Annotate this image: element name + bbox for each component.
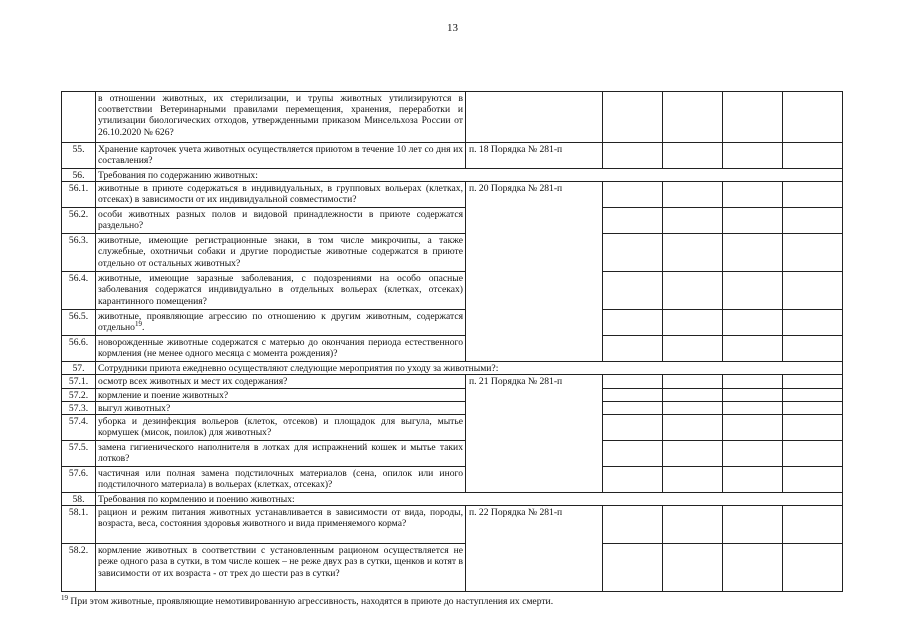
answer-cell[interactable] bbox=[663, 143, 723, 169]
answer-cell[interactable] bbox=[723, 143, 783, 169]
item-number: 57. bbox=[62, 362, 96, 375]
table-row bbox=[62, 467, 843, 493]
table-row bbox=[62, 143, 843, 169]
question-text: рацион и режим питания животных устанавливается в зависимости от вида, породы, возраста, веса, состояния здоровья животного и вида применяемого корма? bbox=[98, 507, 463, 530]
question-text: частичная или полная замена подстилочных материалов (сена, опилок или иного подстилочного материала) в вольерах (клетках, отсеках)? bbox=[98, 468, 463, 491]
question-cell bbox=[96, 234, 466, 272]
answer-cell[interactable] bbox=[723, 336, 783, 362]
question-text: животные, проявляющие агрессию по отношению к другим животным, содержатся отдельно bbox=[98, 311, 463, 334]
answer-cell[interactable] bbox=[783, 388, 843, 401]
question-text: особи животных разных полов и видовой принадлежности в приюте содержатся раздельно? bbox=[98, 209, 463, 232]
answer-cell[interactable] bbox=[603, 388, 663, 401]
answer-cell[interactable] bbox=[663, 467, 723, 493]
table-row bbox=[62, 375, 843, 388]
legal-reference: п. 18 Порядка № 281-п bbox=[466, 143, 603, 169]
question-cell bbox=[96, 375, 466, 388]
item-number: 57.5. bbox=[62, 441, 96, 467]
answer-cell[interactable] bbox=[603, 467, 663, 493]
item-number: 58.1. bbox=[62, 506, 96, 544]
page-number: 13 bbox=[447, 22, 458, 34]
question-text: животные, имеющие регистрационные знаки, в том числе микрочипы, а также служебные, охотничьи собаки и другие породистые животные содержатся в приюте отдельно от остальных животных? bbox=[98, 235, 463, 269]
answer-cell[interactable] bbox=[783, 92, 843, 143]
checklist-table bbox=[61, 91, 843, 592]
table-row bbox=[62, 92, 843, 143]
question-cell bbox=[96, 208, 466, 234]
table-row bbox=[62, 182, 843, 208]
answer-cell[interactable] bbox=[723, 467, 783, 493]
answer-cell[interactable] bbox=[663, 375, 723, 388]
question-text: кормление животных в соответствии с установленным рационом осуществляется не реже одного раза в сутки, в том числе кошек – не реже двух раз в сутки, щенков и котят в зависимости от их возраста - от трех до шести раз в сутки? bbox=[98, 545, 463, 579]
item-number: 56.3. bbox=[62, 234, 96, 272]
table-row bbox=[62, 441, 843, 467]
answer-cell[interactable] bbox=[603, 544, 663, 592]
item-number: 58. bbox=[62, 493, 96, 506]
answer-cell[interactable] bbox=[723, 234, 783, 272]
question-text: замена гигиенического наполнителя в лотках для испражнений кошек и мытье таких лотков? bbox=[98, 442, 463, 465]
answer-cell[interactable] bbox=[663, 234, 723, 272]
answer-cell[interactable] bbox=[783, 310, 843, 336]
legal-reference bbox=[466, 92, 603, 143]
item-number: 56.5. bbox=[62, 310, 96, 336]
table-row bbox=[62, 544, 843, 592]
answer-cell[interactable] bbox=[603, 208, 663, 234]
answer-cell[interactable] bbox=[723, 506, 783, 544]
item-number bbox=[62, 92, 96, 143]
answer-cell[interactable] bbox=[723, 375, 783, 388]
table-row bbox=[62, 310, 843, 336]
answer-cell[interactable] bbox=[783, 272, 843, 310]
answer-cell[interactable] bbox=[603, 143, 663, 169]
answer-cell[interactable] bbox=[663, 182, 723, 208]
answer-cell[interactable] bbox=[663, 272, 723, 310]
answer-cell[interactable] bbox=[603, 441, 663, 467]
answer-cell[interactable] bbox=[603, 234, 663, 272]
footnote-reference: 19 bbox=[134, 320, 142, 329]
item-number: 56.1. bbox=[62, 182, 96, 208]
answer-cell[interactable] bbox=[663, 336, 723, 362]
answer-cell[interactable] bbox=[603, 375, 663, 388]
item-number: 55. bbox=[62, 143, 96, 169]
table-row bbox=[62, 272, 843, 310]
answer-cell[interactable] bbox=[603, 310, 663, 336]
answer-cell[interactable] bbox=[783, 401, 843, 414]
answer-cell[interactable] bbox=[663, 415, 723, 441]
item-number: 56.2. bbox=[62, 208, 96, 234]
footnote-marker: 19 bbox=[61, 593, 68, 602]
answer-cell[interactable] bbox=[663, 441, 723, 467]
section-title: Требования по кормлению и поению животных: bbox=[96, 493, 843, 506]
question-cell bbox=[96, 143, 466, 169]
footnote bbox=[61, 593, 554, 607]
answer-cell[interactable] bbox=[603, 415, 663, 441]
question-cell bbox=[96, 272, 466, 310]
question-text: кормление и поение животных? bbox=[98, 389, 229, 401]
section-title: Требования по содержанию животных: bbox=[96, 169, 843, 182]
section-row bbox=[62, 362, 843, 375]
question-cell bbox=[96, 336, 466, 362]
answer-cell[interactable] bbox=[663, 401, 723, 414]
item-number: 57.6. bbox=[62, 467, 96, 493]
answer-cell[interactable] bbox=[783, 415, 843, 441]
answer-cell[interactable] bbox=[783, 234, 843, 272]
table-row bbox=[62, 388, 843, 401]
footnote-divider bbox=[61, 591, 221, 592]
answer-cell[interactable] bbox=[663, 310, 723, 336]
question-cell bbox=[96, 506, 466, 544]
answer-cell[interactable] bbox=[723, 401, 783, 414]
section-row bbox=[62, 169, 843, 182]
answer-cell[interactable] bbox=[783, 182, 843, 208]
answer-cell[interactable] bbox=[783, 143, 843, 169]
answer-cell[interactable] bbox=[723, 92, 783, 143]
answer-cell[interactable] bbox=[723, 415, 783, 441]
table-row bbox=[62, 415, 843, 441]
answer-cell[interactable] bbox=[783, 336, 843, 362]
answer-cell[interactable] bbox=[603, 272, 663, 310]
question-cell bbox=[96, 92, 466, 143]
answer-cell[interactable] bbox=[603, 182, 663, 208]
answer-cell[interactable] bbox=[783, 208, 843, 234]
answer-cell[interactable] bbox=[663, 208, 723, 234]
question-cell bbox=[96, 441, 466, 467]
table-row bbox=[62, 234, 843, 272]
question-cell bbox=[96, 182, 466, 208]
table-row bbox=[62, 506, 843, 544]
item-number: 56.6. bbox=[62, 336, 96, 362]
question-cell bbox=[96, 388, 466, 401]
item-number: 57.2. bbox=[62, 388, 96, 401]
answer-cell[interactable] bbox=[663, 92, 723, 143]
item-number: 57.4. bbox=[62, 415, 96, 441]
answer-cell[interactable] bbox=[663, 388, 723, 401]
answer-cell[interactable] bbox=[663, 544, 723, 592]
item-number: 56.4. bbox=[62, 272, 96, 310]
item-number: 56. bbox=[62, 169, 96, 182]
question-text: Хранение карточек учета животных осуществляется приютом в течение 10 лет со дня их составления? bbox=[98, 144, 463, 167]
answer-cell[interactable] bbox=[663, 506, 723, 544]
answer-cell[interactable] bbox=[783, 467, 843, 493]
answer-cell[interactable] bbox=[603, 92, 663, 143]
answer-cell[interactable] bbox=[723, 388, 783, 401]
answer-cell[interactable] bbox=[603, 336, 663, 362]
question-cell bbox=[96, 310, 466, 336]
item-number: 57.1. bbox=[62, 375, 96, 388]
item-number: 57.3. bbox=[62, 401, 96, 414]
answer-cell[interactable] bbox=[603, 506, 663, 544]
punctuation: . bbox=[141, 322, 145, 334]
answer-cell[interactable] bbox=[723, 441, 783, 467]
answer-cell[interactable] bbox=[723, 272, 783, 310]
answer-cell[interactable] bbox=[783, 375, 843, 388]
question-cell bbox=[96, 415, 466, 441]
table-row bbox=[62, 208, 843, 234]
table-row bbox=[62, 401, 843, 414]
answer-cell[interactable] bbox=[603, 401, 663, 414]
answer-cell[interactable] bbox=[723, 544, 783, 592]
section-row bbox=[62, 493, 843, 506]
section-title: Сотрудники приюта ежедневно осуществляют следующие мероприятия по уходу за животными?: bbox=[96, 362, 843, 375]
question-text: уборка и дезинфекция вольеров (клеток, отсеков) и площадок для выгула, мытье кормушек (мисок, поилок) для животных? bbox=[98, 416, 463, 439]
question-cell bbox=[96, 401, 466, 414]
footnote-text: При этом животные, проявляющие немотивированную агрессивность, находятся в приюте до наступления их смерти. bbox=[68, 596, 554, 607]
answer-cell[interactable] bbox=[783, 506, 843, 544]
answer-cell[interactable] bbox=[723, 208, 783, 234]
question-text: новорожденные животные содержатся с матерью до окончания периода естественного кормления (не менее одного месяца с момента рождения)? bbox=[98, 337, 463, 360]
question-text: животные, имеющие заразные заболевания, с подозрениями на особо опасные заболевания содержатся индивидуально в отдельных вольерах (клетках, отсеках) карантинного помещения? bbox=[98, 273, 463, 307]
answer-cell[interactable] bbox=[723, 182, 783, 208]
legal-reference: п. 20 Порядка № 281-п bbox=[466, 182, 603, 362]
legal-reference: п. 22 Порядка № 281-п bbox=[466, 506, 603, 592]
question-text: осмотр всех животных и мест их содержания? bbox=[98, 376, 288, 388]
question-cell bbox=[96, 544, 466, 592]
question-text: в отношении животных, их стерилизации, и трупы животных утилизируются в соответствии Ветеринарными правилами перемещения, хранения, переработки и утилизации биологических отходов, утвержденными приказом Минсельхоза России от 26.10.2020 № 626? bbox=[98, 93, 463, 138]
table-row bbox=[62, 336, 843, 362]
question-text: животные в приюте содержаться в индивидуальных, в групповых вольерах (клетках, отсеках) в зависимости от их индивидуальной совместимости? bbox=[98, 183, 463, 206]
question-text: выгул животных? bbox=[98, 402, 171, 414]
item-number: 58.2. bbox=[62, 544, 96, 592]
answer-cell[interactable] bbox=[723, 310, 783, 336]
legal-reference: п. 21 Порядка № 281-п bbox=[466, 375, 603, 493]
answer-cell[interactable] bbox=[783, 441, 843, 467]
answer-cell[interactable] bbox=[783, 544, 843, 592]
question-cell bbox=[96, 467, 466, 493]
